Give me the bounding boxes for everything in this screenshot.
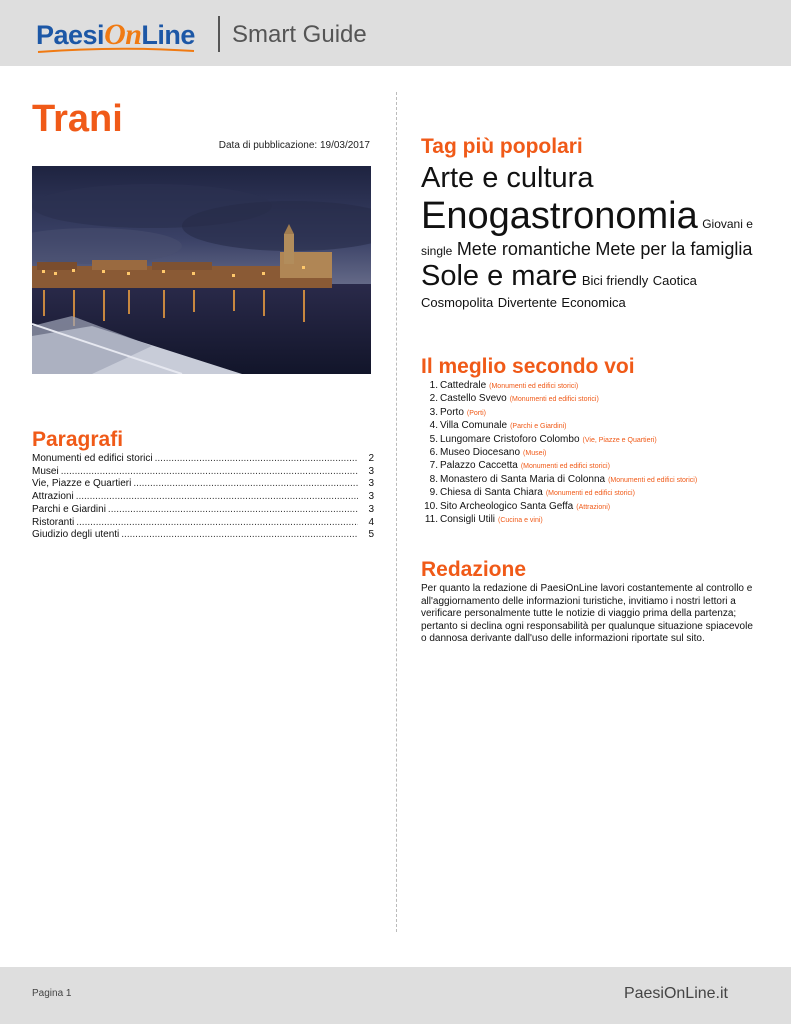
best-item-name[interactable]: Porto <box>440 406 464 418</box>
best-item-category[interactable]: (Monumenti ed edifici storici) <box>489 383 579 390</box>
page-header <box>0 0 791 66</box>
page-title: Trani <box>32 98 123 140</box>
best-item[interactable] <box>421 447 771 460</box>
best-item-name[interactable]: Lungomare Cristoforo Colombo <box>440 433 580 445</box>
best-item-name[interactable]: Chiesa di Santa Chiara <box>440 487 543 499</box>
toc-label[interactable]: Parchi e Giardini <box>32 503 106 515</box>
toc-leader <box>61 466 358 479</box>
logo-text-on: On <box>104 18 142 51</box>
best-item[interactable] <box>421 474 771 487</box>
tag-link[interactable]: Mete romantiche <box>456 239 591 260</box>
best-item-name[interactable]: Monastero di Santa Maria di Colonna <box>440 473 606 485</box>
toc-item[interactable] <box>32 517 374 530</box>
toc-item[interactable] <box>32 491 374 504</box>
best-item[interactable] <box>421 380 771 393</box>
toc-label[interactable]: Monumenti ed edifici storici <box>32 453 153 464</box>
best-item[interactable] <box>421 487 771 500</box>
best-item-name[interactable]: Museo Diocesano <box>440 447 521 459</box>
best-item-number: 9. <box>429 487 438 499</box>
logo-text-line: Line <box>141 20 195 50</box>
toc-label[interactable]: Giudizio degli utenti <box>32 529 120 541</box>
best-item-number: 7. <box>429 460 438 472</box>
toc-item[interactable] <box>32 504 374 517</box>
page-number: Pagina 1 <box>32 988 72 999</box>
tag-link[interactable]: Mete per la famiglia <box>595 239 753 260</box>
tag-link[interactable]: Cosmopolita <box>421 294 494 310</box>
tag-link[interactable]: Caotica <box>652 273 697 289</box>
best-item[interactable] <box>421 514 771 527</box>
toc-page: 5 <box>368 529 374 541</box>
toc-page: 2 <box>368 453 374 464</box>
best-item-category[interactable]: (Monumenti ed edifici storici) <box>520 463 610 471</box>
tag-link[interactable]: Arte e cultura <box>421 162 594 194</box>
best-item-number: 2. <box>429 393 438 405</box>
toc-item[interactable] <box>32 529 374 542</box>
tag-link[interactable]: Enogastronomia <box>421 195 698 238</box>
best-list <box>421 380 771 527</box>
best-item[interactable] <box>421 420 771 433</box>
best-item-name[interactable]: Villa Comunale <box>440 420 508 432</box>
best-item[interactable] <box>421 407 771 420</box>
best-item-name[interactable]: Consigli Utili <box>440 514 496 526</box>
best-item-category[interactable]: (Monumenti ed edifici storici) <box>509 396 599 404</box>
logo-text-paesi: Paesi <box>36 20 105 50</box>
toc-label[interactable]: Ristoranti <box>32 516 75 528</box>
toc-item[interactable] <box>32 466 374 479</box>
toc-item[interactable] <box>32 453 374 466</box>
best-item[interactable] <box>421 460 771 473</box>
best-item-category[interactable]: (Monumenti ed edifici storici) <box>608 476 698 484</box>
header-subtitle: Smart Guide <box>232 21 367 48</box>
best-item-name[interactable]: Castello Svevo <box>440 393 507 405</box>
toc-label[interactable]: Attrazioni <box>32 491 74 503</box>
best-item-category[interactable]: (Parchi e Giardini) <box>510 423 567 431</box>
toc-leader <box>155 453 358 466</box>
best-item[interactable] <box>421 501 771 514</box>
toc-label[interactable]: Vie, Piazze e Quartieri <box>32 478 132 490</box>
page-footer <box>0 967 791 1024</box>
best-item-name[interactable]: Sito Archeologico Santa Geffa <box>440 500 574 512</box>
table-of-contents <box>32 453 374 542</box>
best-item[interactable] <box>421 434 771 447</box>
toc-leader <box>121 529 358 542</box>
toc-leader <box>76 517 358 530</box>
best-item-number: 10. <box>424 500 438 512</box>
best-item-number: 5. <box>429 433 438 445</box>
best-item-category[interactable]: (Cucina e vini) <box>498 517 543 525</box>
best-item-number: 3. <box>429 406 438 418</box>
tag-link[interactable]: Giovani e single <box>421 217 753 259</box>
tag-link[interactable]: Economica <box>561 294 626 310</box>
best-item-number: 6. <box>429 447 438 459</box>
best-item-category[interactable]: (Attrazioni) <box>576 503 611 511</box>
header-divider <box>218 16 220 52</box>
best-item-name[interactable]: Palazzo Caccetta <box>440 460 518 472</box>
best-item-category[interactable]: (Porti) <box>466 409 486 417</box>
best-item-category[interactable]: (Musei) <box>523 450 547 458</box>
city-photo <box>32 166 371 374</box>
toc-label[interactable]: Musei <box>32 465 59 477</box>
best-item-category[interactable]: (Vie, Piazze e Quartieri) <box>582 436 657 444</box>
footer-site-link[interactable]: PaesiOnLine.it <box>623 985 728 1002</box>
tag-link[interactable]: Bici friendly <box>581 273 649 289</box>
toc-page: 3 <box>368 478 374 490</box>
tags-heading: Tag più popolari <box>421 135 583 158</box>
best-item-name[interactable]: Cattedrale <box>440 380 487 391</box>
best-heading: Il meglio secondo voi <box>421 355 635 378</box>
toc-leader <box>133 478 358 491</box>
best-item-category[interactable]: (Monumenti ed edifici storici) <box>545 490 635 498</box>
best-item-number: 4. <box>429 420 438 432</box>
best-item-number: 8. <box>429 473 438 485</box>
redazione-text: Per quanto la redazione di PaesiOnLine lavori costantemente al controllo e all'aggiornamento delle informazioni turistiche, invitiamo i nostri lettori a verificare personalmente tutte le notizie di viaggio prima della partenza; pertanto si declina ogni responsabilità per qualunque situazione spiacevole o dannosa derivante dall'uso delle informazioni riportate sul sito. <box>421 583 753 645</box>
tag-link[interactable]: Sole e mare <box>421 260 578 293</box>
toc-page: 4 <box>368 516 374 528</box>
paragrafi-heading: Paragrafi <box>32 428 124 451</box>
tag-cloud <box>421 162 761 312</box>
column-divider <box>396 92 397 932</box>
toc-page: 3 <box>368 491 374 503</box>
toc-leader <box>108 504 358 517</box>
publication-date: Data di pubblicazione: 19/03/2017 <box>218 140 370 151</box>
toc-page: 3 <box>368 503 374 515</box>
tag-link[interactable]: Divertente <box>497 294 557 310</box>
redazione-heading: Redazione <box>421 558 527 581</box>
best-item-number: 11. <box>424 514 438 526</box>
best-item[interactable] <box>421 393 771 406</box>
toc-item[interactable] <box>32 478 374 491</box>
best-item-number: 1. <box>429 380 438 391</box>
logo-swoosh <box>36 46 196 54</box>
toc-page: 3 <box>368 465 374 477</box>
toc-leader <box>76 491 358 504</box>
